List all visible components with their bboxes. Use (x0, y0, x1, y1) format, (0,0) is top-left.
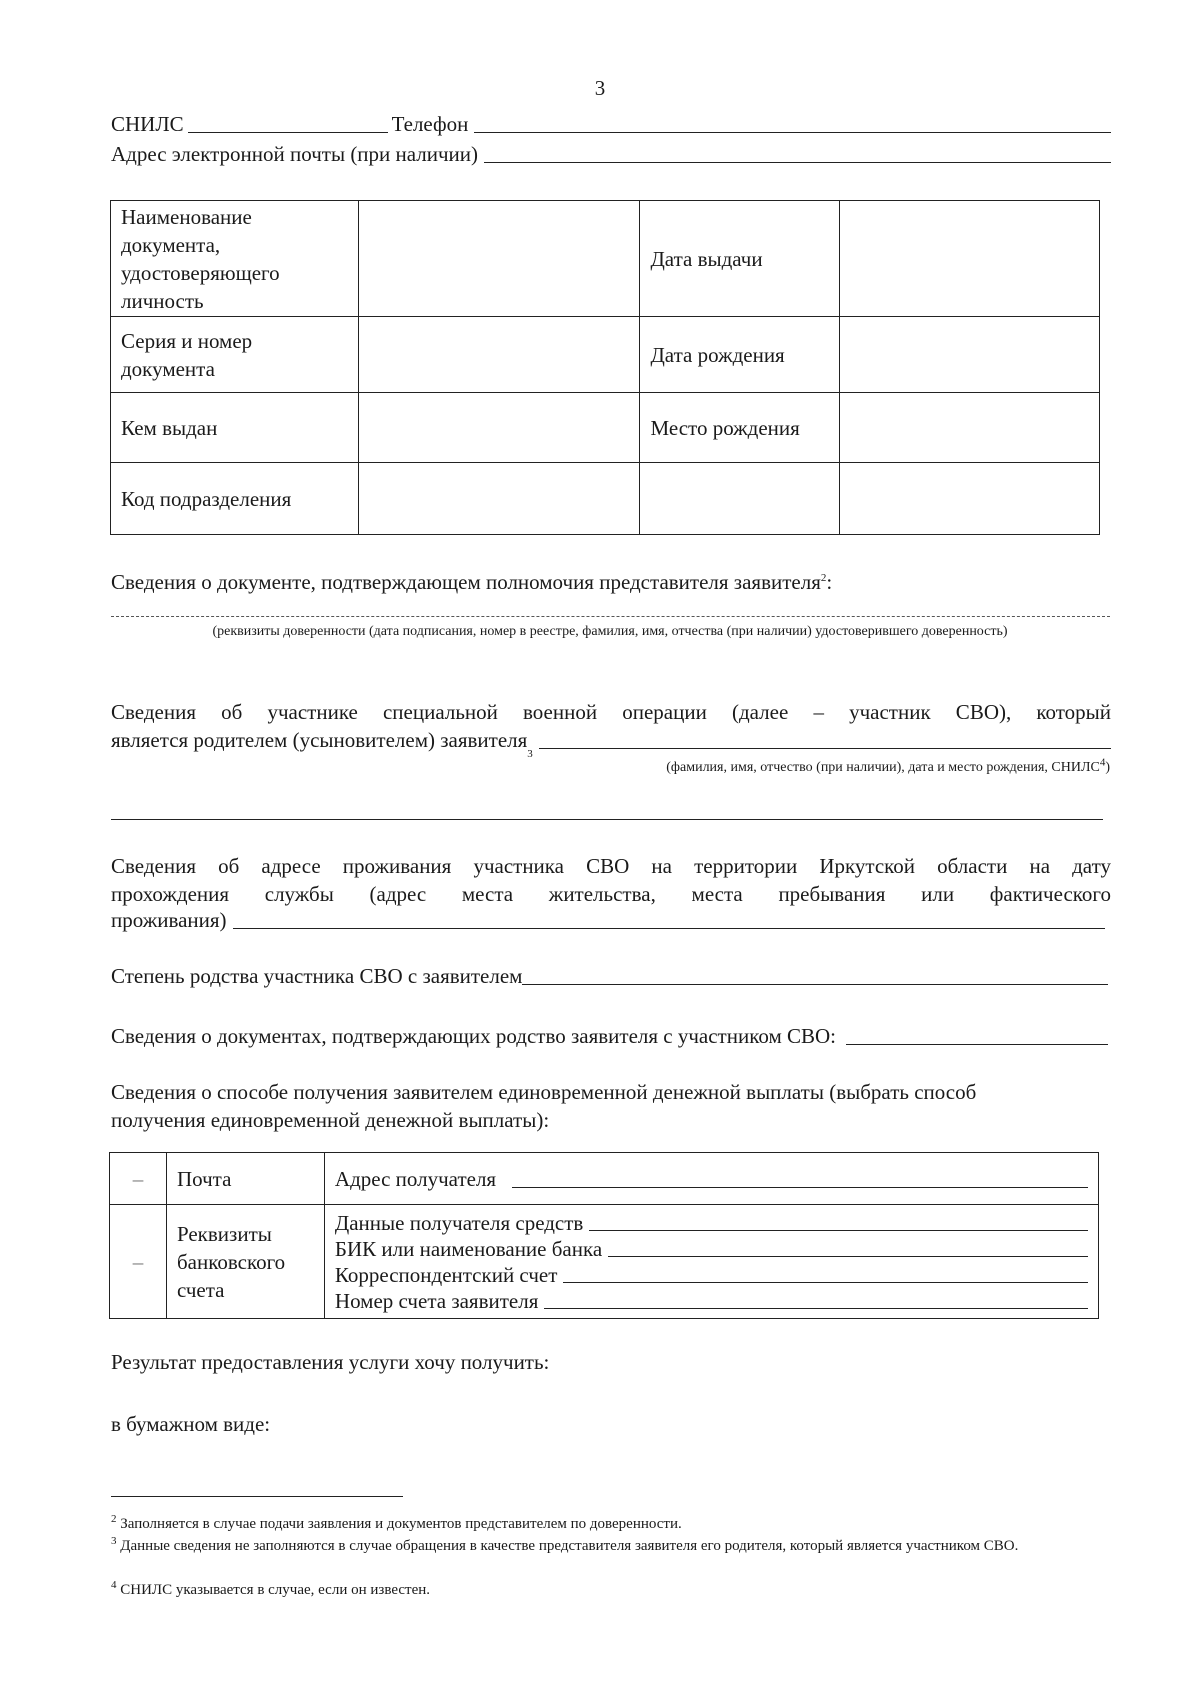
doc-number-label: Серия и номер документа (111, 317, 359, 393)
footnote-ref: 4 (1099, 756, 1106, 769)
doc-number-value[interactable] (358, 317, 640, 393)
footnote-text: Данные сведения не заполняются в случае обращения в качестве представителя заявителя его родителя, который является участником СВО. (120, 1538, 1019, 1554)
empty-cell (640, 463, 840, 535)
footnote-text: СНИЛС указывается в случае, если он известен. (120, 1582, 431, 1598)
table-row (110, 1153, 1099, 1205)
footnote-3 (111, 1536, 1111, 1556)
issue-date-label: Дата выдачи (640, 201, 840, 317)
empty-cell (840, 463, 1100, 535)
address-line3 (111, 906, 1105, 934)
participant-hint-text: (фамилия, имя, отчество (при наличии), дата и место рождения, СНИЛС (666, 760, 1100, 775)
result-paper: в бумажном виде: (111, 1412, 271, 1436)
recipient-address-input[interactable] (512, 1186, 1088, 1188)
participant-input-line2[interactable] (111, 818, 1103, 820)
doc-name-label: Наименование документа, удостоверяющего личность (111, 201, 359, 317)
birth-date-label: Дата рождения (640, 317, 840, 393)
payment-method-table (109, 1152, 1099, 1319)
issue-date-value[interactable] (840, 201, 1100, 317)
bank-field-label: Номер счета заявителя (334, 1288, 539, 1313)
footnote-text: Заполняется в случае подачи заявления и документов представителем по доверенности. (120, 1516, 682, 1532)
kinship-docs-row (111, 1022, 1108, 1050)
birth-date-value[interactable] (840, 317, 1100, 393)
bank-field-input[interactable] (589, 1229, 1088, 1231)
post-checkbox[interactable]: – (110, 1153, 167, 1205)
kinship-input[interactable] (522, 983, 1108, 985)
kinship-label: Степень родства участника СВО с заявителем (111, 964, 523, 988)
footnote-4 (111, 1580, 1111, 1600)
phone-label: Телефон (391, 112, 469, 136)
bank-field-label: Данные получателя средств (334, 1210, 584, 1235)
participant-input[interactable] (539, 747, 1111, 749)
email-label: Адрес электронной почты (при наличии) (111, 142, 479, 166)
kinship-docs-label: Сведения о документах, подтверждающих родство заявителя с участником СВО: (111, 1024, 837, 1048)
kinship-docs-input[interactable] (846, 1043, 1108, 1045)
post-field-cell (324, 1153, 1098, 1205)
post-label: Почта (166, 1153, 324, 1205)
kinship-row (111, 962, 1108, 990)
bank-checkbox[interactable]: – (110, 1205, 167, 1319)
recipient-address-label: Адрес получателя (334, 1166, 497, 1191)
issued-by-value[interactable] (358, 393, 640, 463)
footnote-number: 3 (111, 1535, 117, 1547)
participant-hint (420, 758, 1110, 778)
bank-field-row (335, 1262, 1088, 1288)
bank-field-row (335, 1210, 1088, 1236)
address-line2: прохождения службы (адрес места жительства, места пребывания или фактического (111, 882, 1111, 906)
representative-hint: (реквизиты доверенности (дата подписания, номер в реестре, фамилия, имя, отчества (при наличии) удостоверившего доверенность) (212, 624, 1008, 639)
footnote-2 (111, 1514, 1111, 1534)
address-line1: Сведения об адресе проживания участника СВО на территории Иркутской области на дату (111, 854, 1111, 878)
table-row (110, 1205, 1099, 1319)
birth-place-value[interactable] (840, 393, 1100, 463)
address-line3-text: проживания) (111, 908, 227, 932)
participant-line2: является родителем (усыновителем) заявителя 3 (111, 726, 1111, 754)
table-row (111, 201, 1100, 317)
phone-input[interactable] (474, 131, 1111, 133)
paren: ) (1105, 760, 1110, 775)
division-code-value[interactable] (358, 463, 640, 535)
colon: : (826, 570, 833, 594)
footnote-ref: 2 (820, 572, 827, 584)
address-input[interactable] (233, 927, 1105, 929)
bank-field-label: БИК или наименование банка (334, 1236, 603, 1261)
bank-field-row (335, 1236, 1088, 1262)
footnote-divider (111, 1495, 403, 1497)
bank-field-input[interactable] (544, 1307, 1088, 1309)
bank-field-input[interactable] (563, 1281, 1088, 1283)
bank-field-row (335, 1288, 1088, 1314)
participant-line2-text: является родителем (усыновителем) заявителя (111, 728, 528, 752)
bank-field-input[interactable] (608, 1255, 1088, 1257)
representative-input-line[interactable] (111, 615, 1110, 617)
email-input[interactable] (484, 161, 1111, 163)
payment-line1: Сведения о способе получения заявителем единовременной денежной выплаты (выбрать способ (111, 1080, 977, 1104)
email-row (111, 140, 1111, 168)
table-row (111, 463, 1100, 535)
footnote-number: 2 (111, 1513, 117, 1525)
page-number: 3 (594, 76, 606, 100)
snils-input[interactable] (188, 131, 388, 133)
table-row (111, 317, 1100, 393)
issued-by-label: Кем выдан (111, 393, 359, 463)
bank-label: Реквизиты банковского счета (166, 1205, 324, 1319)
snils-phone-row (111, 110, 1111, 138)
division-code-label: Код подразделения (111, 463, 359, 535)
snils-label: СНИЛС (111, 112, 184, 136)
participant-line1: Сведения об участнике специальной военной операции (далее – участник СВО), который (111, 700, 1111, 724)
representative-title (111, 568, 1111, 596)
id-document-table (110, 200, 1100, 535)
payment-line2: получения единовременной денежной выплаты): (111, 1108, 550, 1132)
bank-field-label: Корреспондентский счет (334, 1262, 558, 1287)
result-label: Результат предоставления услуги хочу получить: (111, 1350, 550, 1374)
table-row (111, 393, 1100, 463)
doc-name-value[interactable] (358, 201, 640, 317)
birth-place-label: Место рождения (640, 393, 840, 463)
representative-title-text: Сведения о документе, подтверждающем полномочия представителя заявителя (111, 570, 821, 594)
bank-fields-cell (324, 1205, 1098, 1319)
footnote-number: 4 (111, 1579, 117, 1591)
